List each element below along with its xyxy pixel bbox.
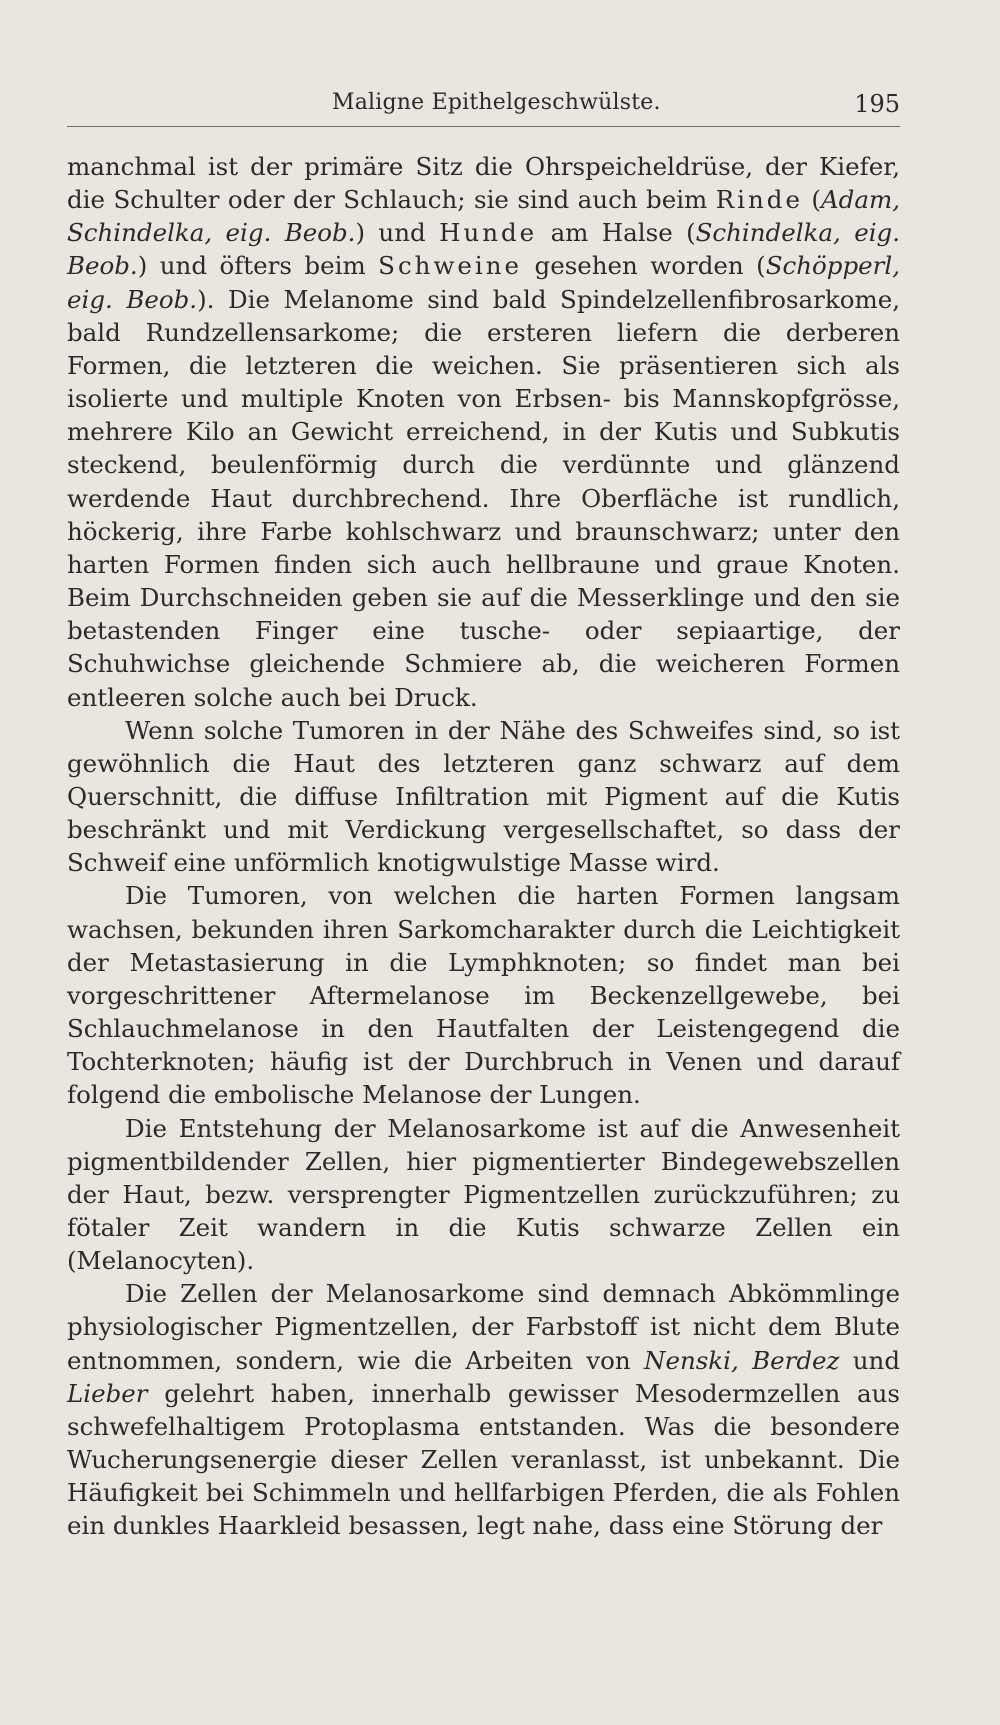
text-run: (: [802, 185, 821, 215]
spaced-term: Schweine: [378, 251, 523, 281]
spaced-term: Hunde: [439, 218, 538, 248]
author-citation: Schöpperl, eig. Beob.: [67, 251, 900, 314]
text-run: gelehrt haben, innerhalb gewisser Mesodermzellen aus schwefelhaltigem Protoplasma entstanden. Was die besondere Wucherungsenergie dieser Zellen veranlasst, ist unbekannt. Die Häufigkeit bei Schimmeln und hellfarbigen Pferden, die als Fohlen ein dunkles Haarkleid besassen, legt nahe, dass eine Störung der: [67, 1378, 900, 1541]
author-citation: Lieber: [67, 1378, 148, 1408]
paragraph-1: [67, 150, 900, 714]
paragraph-4: Die Entstehung der Melanosarkome ist auf die Anwesenheit pigmentbildender Zellen, hier pigmentierter Bindegewebszellen der Haut, bezw. versprengter Pigmentzellen zurückzuführen; zu fötaler Zeit wandern in die Kutis schwarze Zellen ein (Melanocyten).: [67, 1113, 900, 1276]
text-run: manchmal ist der primäre Sitz die Ohrspeicheldrüse, der Kiefer, die Schulter oder der Schlauch; sie sind auch beim: [67, 152, 900, 215]
author-citation: Schindelka, eig. Beob.: [67, 218, 900, 281]
paragraph-5: [67, 1277, 900, 1542]
paragraph-3: Die Tumoren, von welchen die harten Formen langsam wachsen, bekunden ihren Sarkomcharakter durch die Leichtigkeit der Metastasierung in die Lymphknoten; so findet man bei vorgeschrittener Aftermelanose im Beckenzellgewebe, bei Schlauchmelanose in den Hautfalten der Leistengegend die Tochterknoten; häufig ist der Durchbruch in Venen und darauf folgend die embolische Melanose der Lungen.: [67, 881, 900, 1110]
running-title: Maligne Epithelgeschwülste.: [332, 90, 661, 115]
text-run: und: [839, 1345, 900, 1375]
page-number: 195: [854, 90, 900, 118]
spaced-term: Rinde: [715, 185, 803, 215]
text-run: ) und: [355, 218, 440, 248]
author-citation: Nenski, Berdez: [644, 1345, 840, 1375]
body-text: [67, 150, 900, 1543]
text-run: am Halse (: [537, 218, 696, 248]
paragraph-2: Wenn solche Tumoren in der Nähe des Schweifes sind, so ist gewöhnlich die Haut des letzteren ganz schwarz auf dem Querschnitt, die diffuse Infiltration mit Pigment auf die Kutis beschränkt und mit Verdickung vergesellschaftet, so dass der Schweif eine unförmlich knotigwulstige Masse wird.: [67, 715, 900, 878]
text-run: gesehen worden (: [522, 251, 766, 281]
author-citation: Adam, Schindelka, eig. Beob.: [67, 185, 900, 248]
text-run: Die Zellen der Melanosarkome sind demnach Abkömmlinge physiologischer Pigmentzellen, der Farbstoff ist nicht dem Blute entnommen, sondern, wie die Arbeiten von: [67, 1279, 900, 1375]
text-run: ) und öfters beim: [137, 251, 379, 281]
text-run: ). Die Melanome sind bald Spindelzellenfibrosarkome, bald Rundzellensarkome; die ersteren liefern die derberen Formen, die letzteren die weichen. Sie präsentieren sich als isolierte und multiple Knoten von Erbsen- bis Mannskopfgrösse, mehrere Kilo an Gewicht erreichend, in der Kutis und Subkutis steckend, beulenförmig durch die verdünnte und glänzend werdende Haut durchbrechend. Ihre Oberfläche ist rundlich, höckerig, ihre Farbe kohlschwarz und braunschwarz; unter den harten Formen finden sich auch hellbraune und graue Knoten. Beim Durchschneiden geben sie auf die Messerklinge und den sie betastenden Finger eine tusche- oder sepiaartige, der Schuhwichse gleichende Schmiere ab, die weicheren Formen entleeren solche auch bei Druck.: [67, 284, 900, 712]
running-header: [67, 90, 900, 127]
